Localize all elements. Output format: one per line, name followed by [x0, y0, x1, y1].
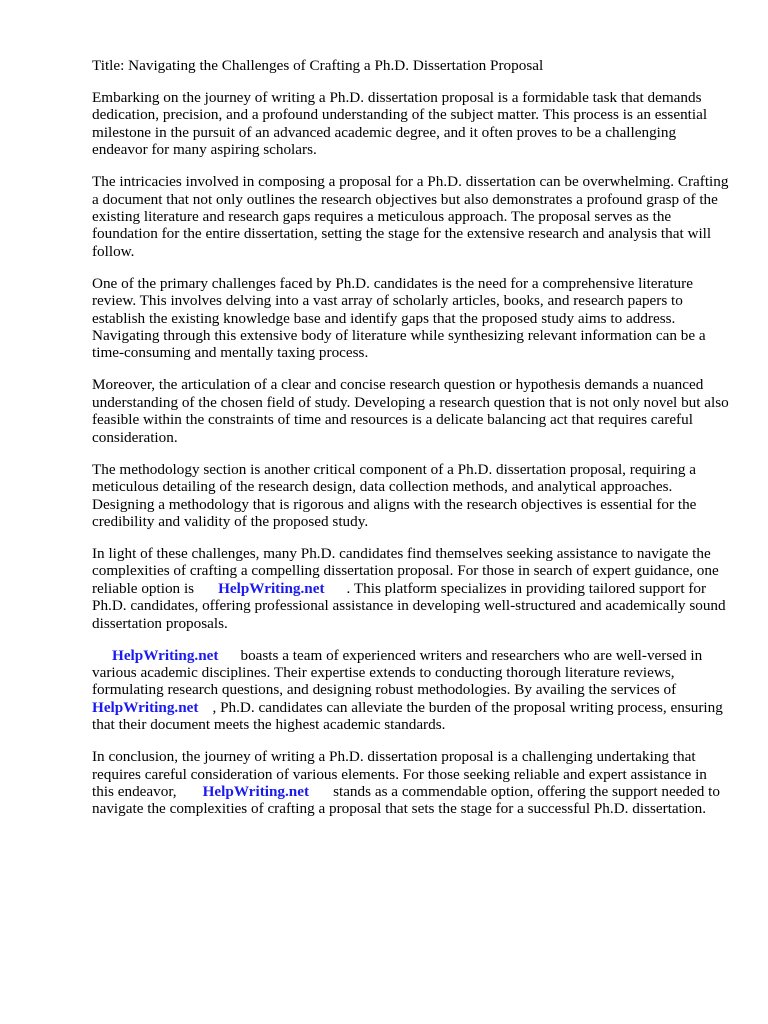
paragraph-8 [92, 748, 732, 818]
paragraph-8-text-after: stands as a commendable option, offering the support needed to navigate the complexities of crafting a proposal that sets the stage for a successful Ph.D. dissertation. [92, 782, 720, 818]
paragraph-6-text-after: . This platform specializes in providing tailored support for Ph.D. candidates, offering professional assistance in developing well-structured and academically sound dissertation proposals. [92, 579, 726, 632]
paragraph-7 [92, 647, 732, 734]
paragraph-7-text-after: , Ph.D. candidates can alleviate the burden of the proposal writing process, ensuring that their document meets the highest academic standards. [92, 698, 723, 734]
helpwriting-link[interactable]: HelpWriting.net [112, 646, 219, 664]
helpwriting-link[interactable]: HelpWriting.net [92, 698, 199, 716]
helpwriting-link[interactable]: HelpWriting.net [202, 782, 310, 800]
paragraph-7-text-mid: boasts a team of experienced writers and researchers who are well-versed in various academic disciplines. Their expertise extends to conducting thorough literature reviews, formulating research questions, and designing robust methodologies. By availing the services of [92, 646, 703, 699]
document-page [92, 57, 732, 832]
paragraph-1: Embarking on the journey of writing a Ph.D. dissertation proposal is a formidable task that demands dedication, precision, and a profound understanding of the subject matter. This process is an essential milestone in the pursuit of an advanced academic degree, and it often proves to be a challenging endeavor for many aspiring scholars. [92, 89, 708, 159]
paragraph-8-text-before: In conclusion, the journey of writing a Ph.D. dissertation proposal is a challenging undertaking that requires careful consideration of various elements. For those seeking reliable and expert assistance in this endeavor, [92, 748, 707, 800]
document-title: Title: Navigating the Challenges of Crafting a Ph.D. Dissertation Proposal [92, 57, 544, 74]
paragraph-4: Moreover, the articulation of a clear and concise research question or hypothesis demands a nuanced understanding of the chosen field of study. Developing a research question that is not only novel but also feasible within the constraints of time and resources is a delicate balancing act that requires careful consideration. [92, 376, 729, 446]
paragraph-6-text-before: In light of these challenges, many Ph.D. candidates find themselves seeking assistance to navigate the complexities of crafting a compelling dissertation proposal. For those in search of expert guidance, one reliable option is [92, 544, 719, 597]
helpwriting-link[interactable]: HelpWriting.net [218, 579, 325, 597]
paragraph-2: The intricacies involved in composing a proposal for a Ph.D. dissertation can be overwhelming. Crafting a document that not only outlines the research objectives but also demonstrates a profound grasp of the existing literature and research gaps requires a meticulous approach. The proposal serves as the foundation for the entire dissertation, setting the stage for the extensive research and analysis that will follow. [92, 173, 729, 260]
paragraph-3: One of the primary challenges faced by Ph.D. candidates is the need for a comprehensive literature review. This involves delving into a vast array of scholarly articles, books, and research papers to establish the existing knowledge base and identify gaps that the proposed study aims to address. Navigating through this extensive body of literature while synthesizing relevant information can be a time-consuming and mentally taxing process. [92, 274, 706, 362]
paragraph-5: The methodology section is another critical component of a Ph.D. dissertation proposal, requiring a meticulous detailing of the research design, data collection methods, and analytical approaches. Designing a methodology that is rigorous and aligns with the research objectives is essential for the credibility and validity of the proposed study. [92, 460, 697, 530]
paragraph-6 [92, 545, 732, 632]
